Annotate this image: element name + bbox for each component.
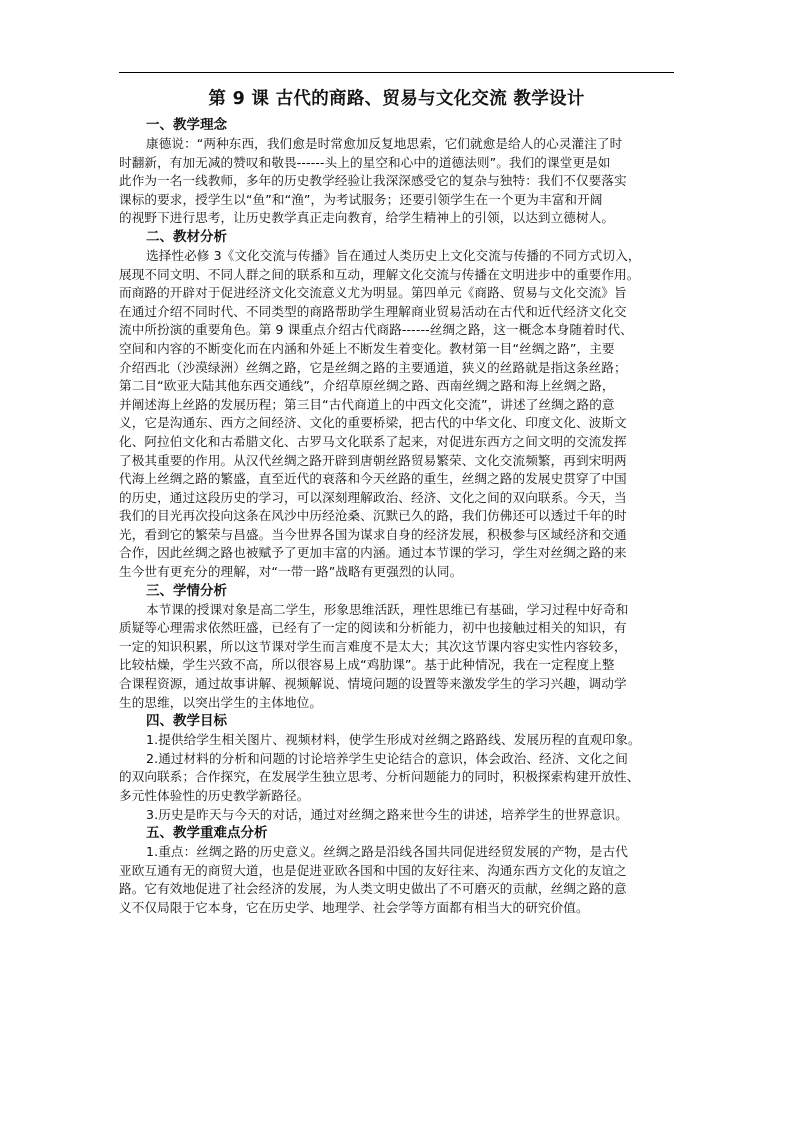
paragraph-line: 比较枯燥，学生兴致不高，所以很容易上成“鸡肋课”。基于此种情况，我在一定程度上整 — [119, 657, 615, 673]
section-heading: 一、教学理念 — [146, 117, 227, 133]
paragraph-line: 的双向联系；合作探究，在发展学生独立思考、分析问题能力的同时，积极探索构建开放性、 — [119, 769, 640, 785]
paragraph-line: 2.通过材料的分析和问题的讨论培养学生史论结合的意识，体会政治、经济、文化之间 — [146, 750, 628, 766]
paragraph-line: 光，看到它的繁荣与昌盛。当今世界各国为谋求自身的经济发展，积极参与区域经济和交通 — [119, 526, 627, 542]
paragraph-line: 质疑等心理需求依然旺盛，已经有了一定的阅读和分析能力，初中也接触过相关的知识，有 — [119, 620, 627, 636]
paragraph-line: 亚欧互通有无的商贸大道，也是促进亚欧各国和中国的友好往来、沟通东西方文化的友谊之 — [119, 862, 627, 878]
paragraph-line: 本节课的授课对象是高二学生，形象思维活跃，理性思维已有基础，学习过程中好奇和 — [146, 601, 629, 617]
paragraph-line: 多元性体验性的历史教学新路径。 — [119, 788, 310, 803]
paragraph-line: 而商路的开辟对于促进经济文化交流意义尤为明显。第四单元《商路、贸易与文化交流》旨 — [119, 285, 627, 301]
paragraph-line: 介绍西北（沙漠绿洲）丝绸之路，它是丝绸之路的主要通道，狭义的丝路就是指这条丝路； — [119, 359, 627, 375]
paragraph-line: 义不仅局限于它本身，它在历史学、地理学、社会学等方面都有相当大的研究价值。 — [119, 899, 589, 915]
paragraph-line: 在通过介绍不同时代、不同类型的商路帮助学生理解商业贸易活动在古代和近代经济文化交 — [119, 303, 627, 319]
paragraph-line: 路。它有效地促进了社会经济的发展，为人类文明史做出了不可磨灭的贡献，丝绸之路的意 — [119, 881, 627, 897]
paragraph-line: 并阐述海上丝路的发展历程；第三目“古代商道上的中西文化交流”，讲述了丝绸之路的意 — [119, 396, 615, 412]
paragraph-line: 义，它是沟通东、西方之间经济、文化的重要桥梁，把古代的中华文化、印度文化、波斯文 — [119, 415, 627, 431]
section-paragraph — [119, 806, 674, 825]
paragraph-line: 空间和内容的不断变化而在内涵和外延上不断发生着变化。教材第一目“丝绸之路”，主要 — [119, 340, 615, 356]
paragraph-line: 合课程资源，通过故事讲解、视频解说、情境问题的设置等来激发学生的学习兴趣，调动学 — [119, 676, 627, 692]
section-heading: 三、学情分析 — [146, 582, 227, 599]
paragraph-line: 我们的目光再次投向这条在风沙中历经沧桑、沉默已久的路，我们仿佛还可以透过千年的时 — [119, 508, 627, 524]
paragraph-line: 生的思维，以突出学生的主体地位。 — [119, 694, 323, 710]
paragraph-line: 康德说：“两种东西，我们愈是时常愈加反复地思索，它们就愈是给人的心灵灌注了时 — [146, 136, 623, 151]
paragraph-line: 时翻新，有加无减的赞叹和敬畏------头上的星空和心中的道德法则”。我们的课堂更是如 — [119, 154, 611, 170]
paragraph-line: 选择性必修 3《文化交流与传播》旨在通过人类历史上文化交流与传播的不同方式切入， — [146, 247, 641, 263]
document-title: 第 9 课 古代的商路、贸易与文化交流 教学设计 — [208, 89, 585, 109]
section-heading: 四、教学目标 — [146, 713, 227, 730]
paragraph-line: 化、阿拉伯文化和古希腊文化、古罗马文化联系了起来，对促进东西方之间文明的交流发挥 — [119, 433, 627, 449]
paragraph-line: 3.历史是昨天与今天的对话，通过对丝绸之路来世今生的讲述，培养学生的世界意识。 — [146, 806, 628, 822]
section-heading: 二、教材分析 — [146, 228, 227, 245]
paragraph-line: 生今世有更充分的理解，对“一带一路”战略有更强烈的认同。 — [119, 564, 463, 580]
paragraph-line: 课标的要求，授学生以“鱼”和“渔”，为考试服务；还要引领学生在一个更为丰富和开阔 — [119, 191, 603, 207]
paragraph-line: 展现不同文明、不同人群之间的联系和互动，理解文化交流与传播在文明进步中的重要作用。 — [119, 266, 640, 282]
paragraph-line: 合作，因此丝绸之路也被赋予了更加丰富的内涵。通过本节课的学习，学生对丝绸之路的来 — [119, 545, 627, 561]
section-paragraph — [119, 601, 674, 713]
paragraph-line: 一定的知识积累，所以这节课对学生而言难度不是太大；其次这节课内容史实性内容较多， — [119, 638, 627, 654]
paragraph-line: 1.重点：丝绸之路的历史意义。丝绸之路是沿线各国共同促进经贸发展的产物，是古代 — [146, 844, 628, 860]
section-paragraph — [119, 247, 674, 582]
section-paragraph — [119, 750, 674, 806]
paragraph-line: 第二目“欧亚大陆其他东西交通线”，介绍草原丝绸之路、西南丝绸之路和海上丝绸之路， — [119, 378, 615, 394]
paragraph-line: 了极其重要的作用。从汉代丝绸之路开辟到唐朝丝路贸易繁荣、文化交流频繁，再到宋明两 — [119, 452, 627, 468]
paragraph-line: 的视野下进行思考，让历史教学真正走向教育，给学生精神上的引领，以达到立德树人。 — [119, 210, 615, 226]
section-paragraph — [119, 135, 674, 228]
paragraph-line: 流中所扮演的重要角色。第 9 课重点介绍古代商路------丝绸之路，这一概念本身随着时代、 — [119, 322, 633, 338]
sections-container — [119, 116, 674, 918]
paragraph-line: 此作为一名一线教师，多年的历史教学经验让我深深感受它的复杂与独特：我们不仅要落实 — [119, 173, 627, 189]
document-body — [119, 84, 674, 918]
section-heading: 五、教学重难点分析 — [146, 825, 268, 842]
section-paragraph — [119, 731, 674, 750]
header-rule — [119, 72, 674, 73]
paragraph-line: 1.提供给学生相关图片、视频材料，使学生形成对丝绸之路路线、发展历程的直观印象。 — [146, 732, 641, 748]
paragraph-line: 的历史，通过这段历史的学习，可以深刻理解政治、经济、文化之间的双向联系。今天，当 — [119, 489, 627, 505]
paragraph-line: 代海上丝绸之路的繁盛，直至近代的衰落和今天丝路的重生，丝绸之路的发展史贯穿了中国 — [119, 471, 627, 487]
section-paragraph — [119, 843, 674, 917]
